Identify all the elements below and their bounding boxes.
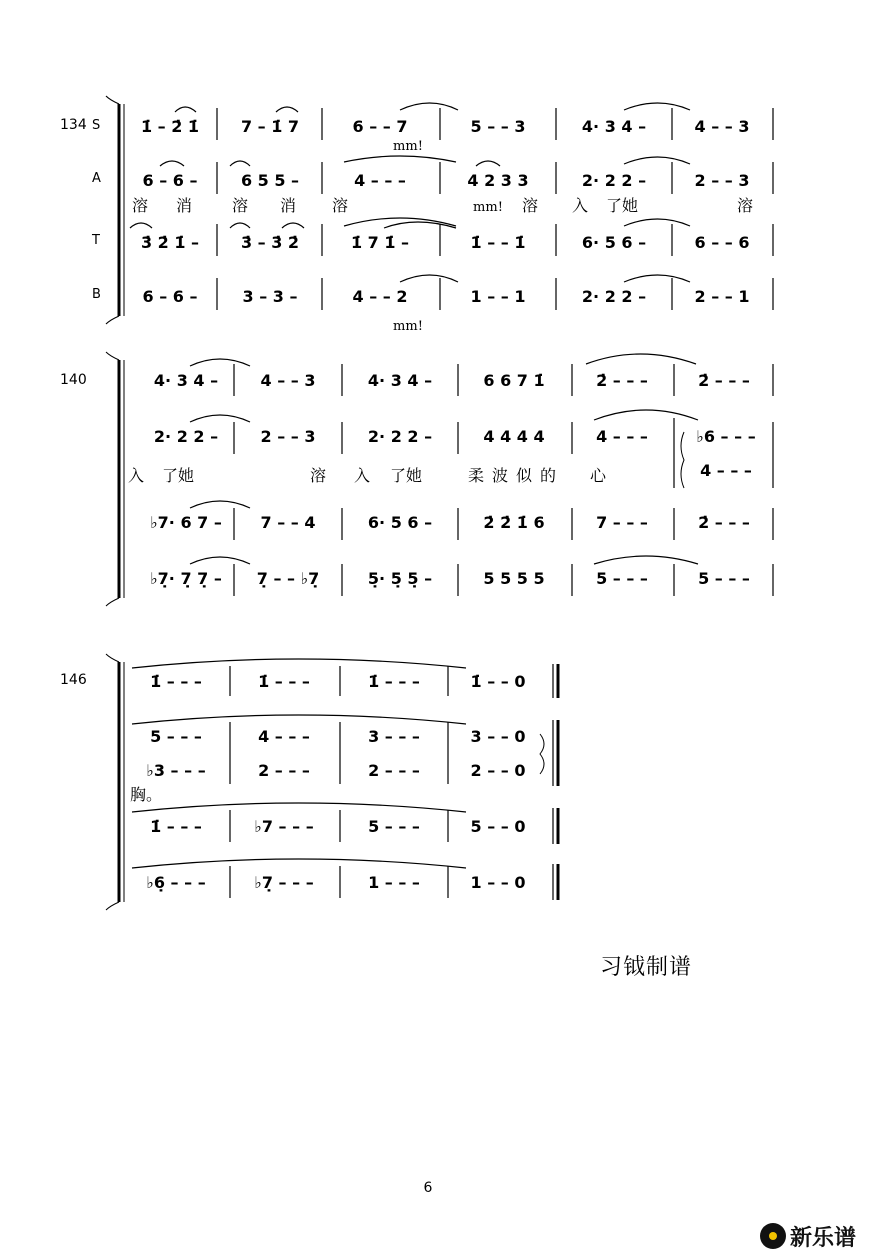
measure: 7̣ – – ♭7̣ <box>256 569 320 588</box>
system-1-brackets <box>106 96 124 324</box>
measure: 2 – – – <box>258 761 310 780</box>
lyric: 溶 <box>521 196 539 215</box>
measure: 2· 2 2 – <box>581 287 647 306</box>
measure: 4 2 3 3 <box>467 171 529 190</box>
measure: 2· 2 2 – <box>153 427 219 446</box>
measure: 5 – – – <box>596 569 648 588</box>
measure: 2̇ – – – <box>698 513 750 532</box>
lyric: 入 <box>571 196 589 215</box>
measure: 7 – – – <box>596 513 648 532</box>
part-label-a: A <box>92 171 101 186</box>
lyric: 的 <box>539 466 557 485</box>
measure: 6 – – 6 <box>694 233 750 252</box>
system-2-brackets <box>106 352 124 606</box>
measure: 4 – – – <box>258 727 310 746</box>
logo-text: 新乐谱 <box>790 1225 857 1251</box>
measure: 6 5 5 – <box>240 171 300 190</box>
measure: 4· 3 4 – <box>153 371 219 390</box>
lyric: 入 <box>127 466 145 485</box>
lyric: 消 <box>175 196 193 215</box>
measure: 1̇ – – – <box>150 672 202 691</box>
lyric: 胸。 <box>129 785 163 804</box>
annotation-mm: mm! <box>393 139 423 154</box>
measure: 1 – – 0 <box>470 873 526 892</box>
measure: 7 – – 4 <box>260 513 316 532</box>
measure: ♭7· 6 7 – <box>150 513 222 532</box>
measure: 5 5 5 5 <box>483 569 545 588</box>
system-2-notes <box>150 371 756 588</box>
measure: 1̇ – 2̇ 1̇ <box>140 117 200 136</box>
system-1-lyrics <box>132 139 753 334</box>
lyric: 波 <box>491 466 509 485</box>
lyric: 溶 <box>736 196 754 215</box>
lyric: 似 <box>515 466 533 485</box>
record-icon <box>760 1223 786 1249</box>
measure: 4· 3 4 – <box>367 371 433 390</box>
measure: 3 – 3 – <box>242 287 298 306</box>
part-label-t: T <box>92 233 100 248</box>
measure: 7 – 1̇ 7 <box>240 117 300 136</box>
measure: ♭6 – – – <box>696 427 756 446</box>
lyric: 溶 <box>231 196 249 215</box>
measure: 5 – – – <box>698 569 750 588</box>
system-3-barlines <box>230 664 558 900</box>
measure: 5 – – – <box>368 817 420 836</box>
lyric: 了她 <box>389 466 423 485</box>
measure: 6· 5 6 – <box>367 513 433 532</box>
measure: ♭7 – – – <box>254 817 314 836</box>
measure: 1̇ – – 0 <box>470 672 526 691</box>
measure: 4 – – 3 <box>694 117 750 136</box>
measure: 5̣· 5̣ 5̣ – <box>367 569 433 588</box>
system-3-lyrics <box>130 785 162 804</box>
lyric: 溶 <box>131 196 149 215</box>
measure: 3 – – 0 <box>470 727 526 746</box>
measure: 2 – – 0 <box>470 761 526 780</box>
arranger-credit: 习钺制谱 <box>600 955 693 980</box>
measure: 6 – – 7 <box>352 117 408 136</box>
measure: 6· 5 6 – <box>581 233 647 252</box>
measure: 1̇ – – – <box>258 672 310 691</box>
lyric: 入 <box>353 466 371 485</box>
lyric: 消 <box>279 196 297 215</box>
measure: 5 – – 0 <box>470 817 526 836</box>
measure: 2̇ – – – <box>596 371 648 390</box>
lyric: 了她 <box>161 466 195 485</box>
measure: 4 – – 2 <box>352 287 408 306</box>
system-number-134: 134 <box>60 117 87 133</box>
system-number-140: 140 <box>60 372 87 388</box>
lyric: 溶 <box>309 466 327 485</box>
measure: 4 – – 3 <box>260 371 316 390</box>
measure: 2· 2 2 – <box>581 171 647 190</box>
annotation-mm: mm! <box>393 319 423 334</box>
measure: 1̇ – – – <box>368 672 420 691</box>
measure: 2̇ – – – <box>698 371 750 390</box>
measure: 6 – 6 – <box>142 287 198 306</box>
measure: 4 – – – <box>596 427 648 446</box>
measure: 2 – – 3 <box>694 171 750 190</box>
measure: ♭6̣ – – – <box>146 873 206 892</box>
measure: 2̇ 2̇ 1̇ 6 <box>483 513 545 532</box>
measure: 4 – – – <box>354 171 406 190</box>
measure: 2 – – 1 <box>694 287 750 306</box>
measure: 1̇ 7 1̇ – <box>350 233 410 252</box>
measure: ♭3 – – – <box>146 761 206 780</box>
measure: 4· 3 4 – <box>581 117 647 136</box>
lyric: mm! <box>473 200 503 215</box>
measure: 3̇ 2̇ 1̇ – <box>140 233 200 252</box>
measure: 6 6 7 1̇ <box>483 371 545 390</box>
measure: 4 4 4 4 <box>483 427 545 446</box>
measure: 4 – – – <box>700 461 752 480</box>
measure: 6 – 6 – <box>142 171 198 190</box>
measure: 1 – – – <box>368 873 420 892</box>
measure: 3̇ – 3̇ 2̇ <box>240 233 300 252</box>
measure: ♭7̣ – – – <box>254 873 314 892</box>
page-number: 6 <box>423 1180 433 1196</box>
lyric: 心 <box>589 466 607 485</box>
part-label-s: S <box>92 118 101 133</box>
site-logo <box>760 1220 884 1252</box>
system-3-brackets <box>106 654 124 910</box>
measure: 2· 2 2 – <box>367 427 433 446</box>
measure: 5 – – 3 <box>470 117 526 136</box>
lyric: 了她 <box>605 196 639 215</box>
measure: 2 – – 3 <box>260 427 316 446</box>
system-number-146: 146 <box>60 672 87 688</box>
lyric: 溶 <box>331 196 349 215</box>
system-2-lyrics <box>128 466 607 485</box>
measure: 1̇ – – – <box>150 817 202 836</box>
measure: ♭7̣· 7̣ 7̣ – <box>150 569 222 588</box>
measure: 1̇ – – 1̇ <box>470 233 526 252</box>
part-label-b: B <box>92 287 101 302</box>
measure: 5 – – – <box>150 727 202 746</box>
measure: 1 – – 1 <box>470 287 526 306</box>
lyric: 柔 <box>467 466 485 485</box>
measure: 3 – – – <box>368 727 420 746</box>
measure: 2 – – – <box>368 761 420 780</box>
